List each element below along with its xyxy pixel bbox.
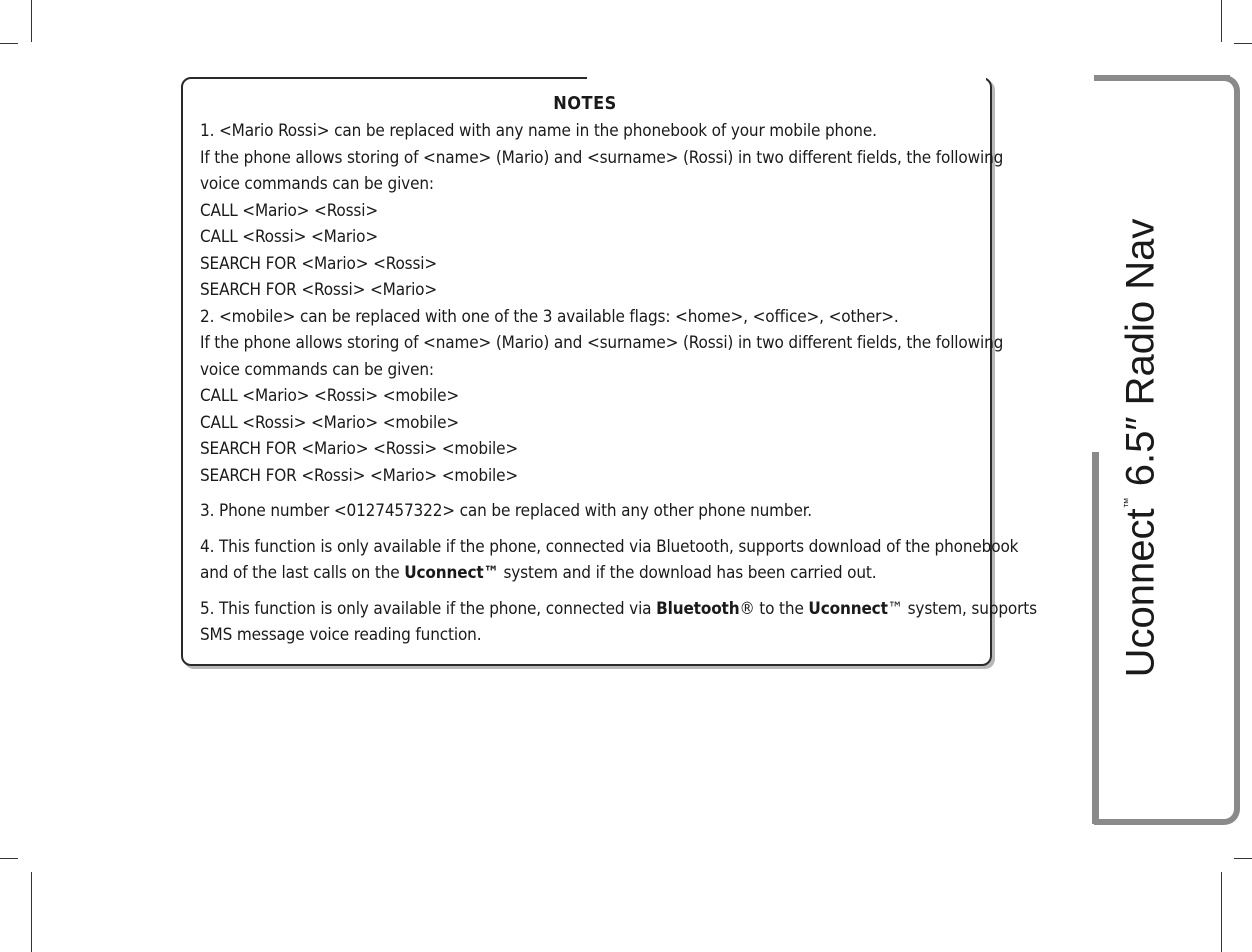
crop-mark [1234, 858, 1252, 859]
side-tab-frame [1094, 75, 1240, 825]
crop-mark [31, 0, 32, 42]
note-line: 1. <Mario Rossi> can be replaced with any name in the phonebook of your mobile phone. [200, 121, 877, 141]
note-4-line-2: and of the last calls on the Uconnect™ system and if the download has been carried out. [200, 563, 877, 583]
uconnect-brand: Uconnect [808, 598, 888, 619]
note-3: 3. Phone number <0127457322> can be replaced with any other phone number. [200, 501, 813, 521]
note-line: If the phone allows storing of <name> (Mario) and <surname> (Rossi) in two different fields, the following [200, 147, 1004, 168]
notes-body [200, 118, 1037, 649]
side-tab-title: Uconnect™ 6.5″ Radio Nav [1118, 218, 1163, 678]
note-line: SEARCH FOR <Rossi> <Mario> [200, 280, 438, 300]
crop-mark [1221, 0, 1222, 42]
note-line: If the phone allows storing of <name> (Mario) and <surname> (Rossi) in two different fields, the following [200, 333, 1004, 353]
note-4-line-1: 4. This function is only available if the phone, connected via Bluetooth, supports download of the phonebook [200, 536, 1019, 557]
notes-title: NOTES [553, 93, 617, 114]
note-line: CALL <Rossi> <Mario> <mobile> [200, 412, 460, 433]
crop-mark [0, 43, 18, 44]
note-line: CALL <Mario> <Rossi> [200, 200, 379, 221]
crop-mark [1234, 43, 1252, 44]
note-line: SEARCH FOR <Rossi> <Mario> <mobile> [200, 465, 519, 486]
note-line: voice commands can be given: [200, 174, 434, 194]
crop-mark [1221, 872, 1222, 952]
note-line: CALL <Mario> <Rossi> <mobile> [200, 386, 460, 406]
note-line: SEARCH FOR <Mario> <Rossi> [200, 253, 438, 274]
side-tab-bar [1092, 452, 1099, 824]
note-line: 2. <mobile> can be replaced with one of the 3 available flags: <home>, <office>, <other>. [200, 306, 899, 327]
note-line: voice commands can be given: [200, 359, 434, 380]
bluetooth-brand: Bluetooth [656, 598, 740, 619]
uconnect-brand: Uconnect™ [404, 563, 499, 583]
note-5-line-1: 5. This function is only available if the phone, connected via Bluetooth® to the Uconnect™ system, supports [200, 598, 1037, 619]
note-5-line-2: SMS message voice reading function. [200, 625, 482, 645]
side-tab-top-bar [1110, 75, 1230, 81]
crop-mark [31, 872, 32, 952]
note-line: SEARCH FOR <Mario> <Rossi> <mobile> [200, 439, 519, 459]
note-line: CALL <Rossi> <Mario> [200, 227, 379, 247]
crop-mark [0, 858, 18, 859]
